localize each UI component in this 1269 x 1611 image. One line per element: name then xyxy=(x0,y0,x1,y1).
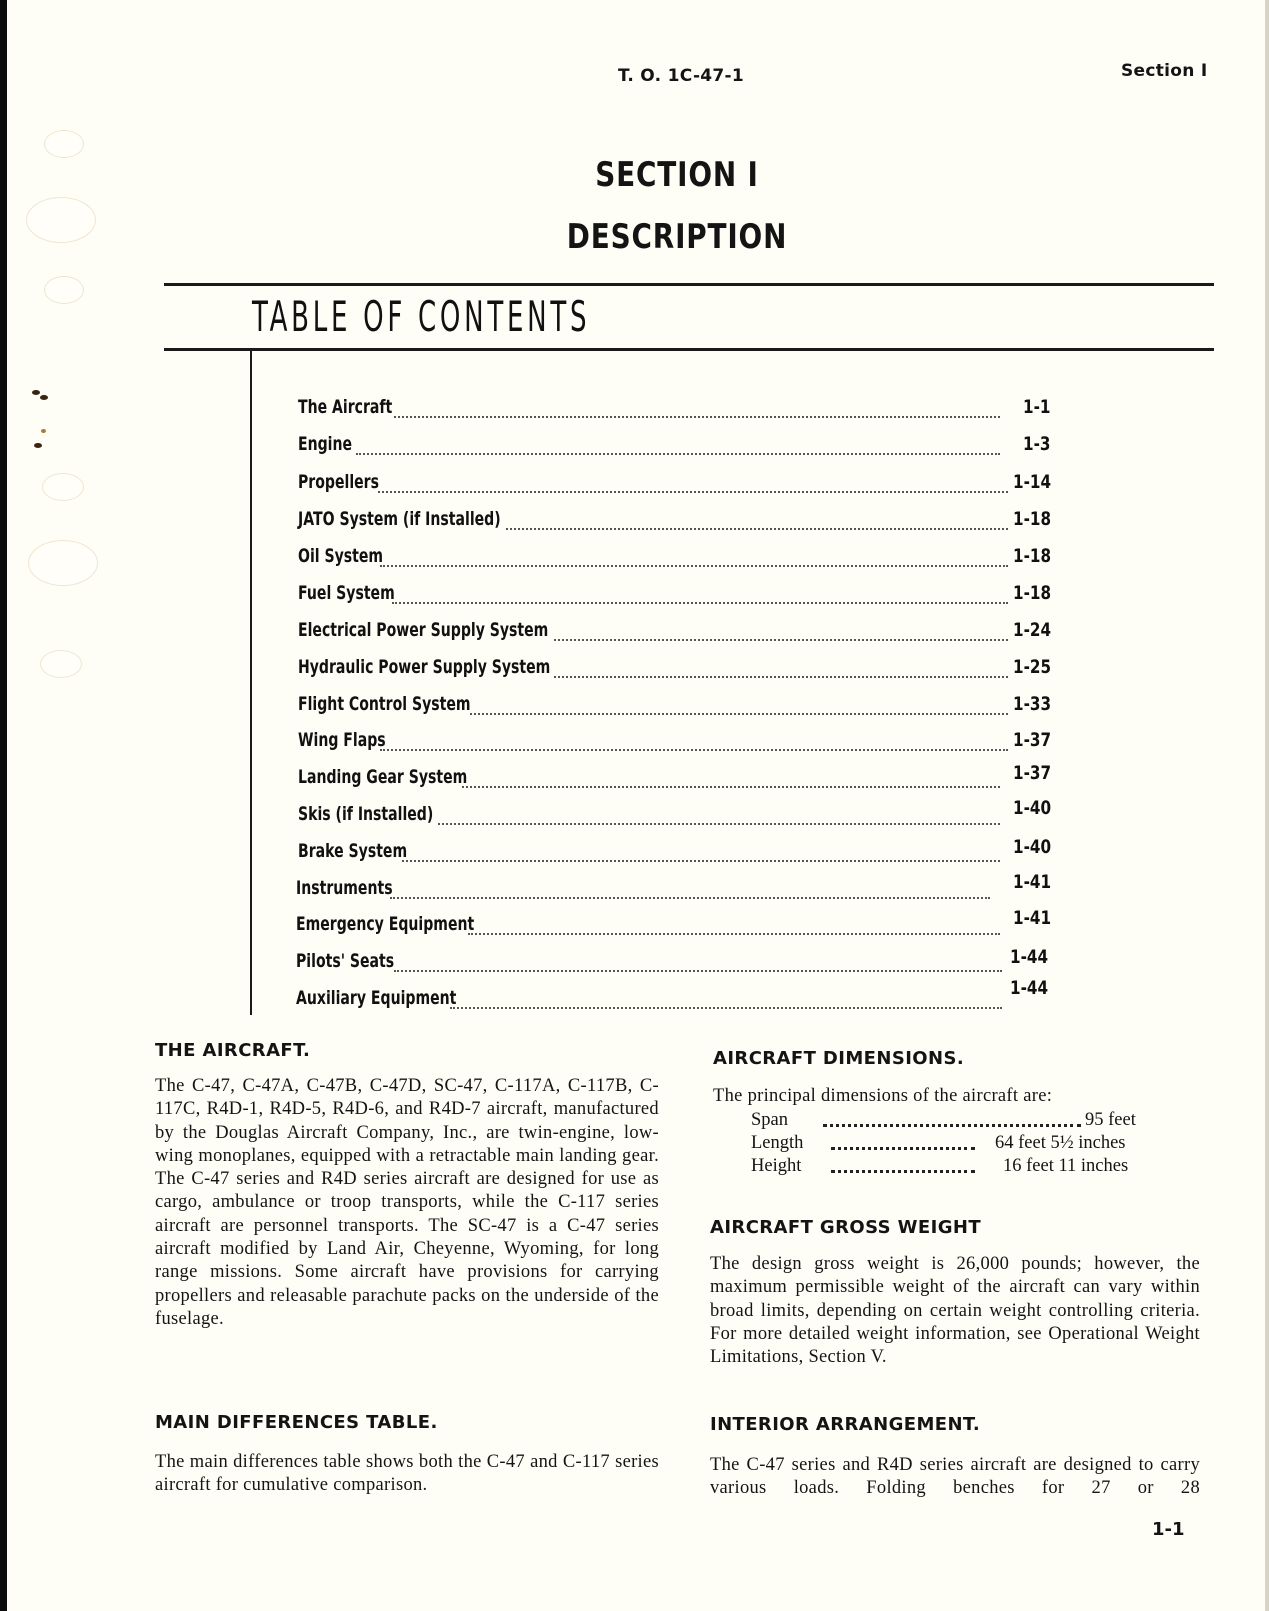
toc-vertical-rule xyxy=(250,350,252,1015)
toc-entry-page: 1-37 xyxy=(1013,762,1052,784)
toc-leader-dots xyxy=(394,970,1002,972)
section-the-aircraft xyxy=(155,1040,659,1331)
toc-leader-dots xyxy=(394,416,1000,418)
dimensions-intro: The principal dimensions of the aircraft are: xyxy=(713,1086,1053,1106)
dimension-label: Height xyxy=(751,1156,802,1177)
toc-entry-label: Hydraulic Power Supply System xyxy=(298,656,551,678)
toc-entry[interactable] xyxy=(296,977,1056,1015)
toc-leader-dots xyxy=(462,786,1000,788)
toc-entry-page: 1-33 xyxy=(1013,693,1052,715)
toc-entry[interactable] xyxy=(298,762,1058,794)
dimension-label: Span xyxy=(751,1110,788,1131)
toc-entry-label: Skis (if Installed) xyxy=(298,803,434,825)
punch-hole xyxy=(42,473,84,501)
dimension-row-length xyxy=(713,1133,1200,1156)
dimension-row-span xyxy=(713,1110,1200,1133)
dimension-label: Length xyxy=(751,1133,804,1154)
toc-entry[interactable] xyxy=(296,907,1056,941)
section-gross-weight xyxy=(710,1217,1200,1369)
toc-leader-dots xyxy=(392,602,1008,604)
toc-entry-page: 1-44 xyxy=(1010,977,1049,999)
toc-entry[interactable] xyxy=(296,871,1056,905)
toc-entry-label: Fuel System xyxy=(298,582,395,604)
toc-entry-label: Pilots' Seats xyxy=(296,950,395,972)
dimension-value: 16 feet 11 inches xyxy=(1003,1156,1129,1177)
toc-leader-dots xyxy=(506,528,1008,530)
ink-speck xyxy=(40,395,48,400)
scan-edge-left xyxy=(0,0,7,1611)
section-interior xyxy=(710,1414,1200,1501)
toc-entry-page: 1-37 xyxy=(1013,729,1052,751)
toc-entry-label: Flight Control System xyxy=(298,693,471,715)
toc-entry[interactable] xyxy=(298,396,1058,424)
section-dimensions xyxy=(713,1048,1200,1179)
toc-entry[interactable] xyxy=(298,729,1058,757)
toc-leader-dots xyxy=(470,713,1008,715)
ink-speck xyxy=(41,429,46,433)
toc-entry-label: Emergency Equipment xyxy=(296,913,475,935)
toc-leader-dots xyxy=(450,1007,1002,1009)
section-title: SECTION I xyxy=(595,155,759,195)
divider-top xyxy=(164,283,1214,286)
toc-entry[interactable] xyxy=(298,656,1058,684)
toc-entry[interactable] xyxy=(298,582,1058,610)
toc-entry-page: 1-1 xyxy=(1023,396,1051,418)
heading-interior: INTERIOR ARRANGEMENT. xyxy=(710,1414,981,1435)
toc-entry[interactable] xyxy=(298,508,1058,536)
toc-leader-dots xyxy=(468,933,1000,935)
toc-leader-dots xyxy=(554,676,1008,678)
body-the-aircraft: The C-47, C-47A, C-47B, C-47D, SC-47, C-117A, C-117B, C-117C, R4D-1, R4D-5, R4D-6, and R4D-7 aircraft, manufactured by the Douglas Aircraft Company, Inc., are twin-engine, low-wing monoplanes, equipped with a retractable main landing gear. The C-47 series and R4D series aircraft are designed for use as cargo, ambulance or troop transports, while the C-117 series aircraft are personnel transports. The SC-47 is a C-47 series aircraft modified by Land Air, Cheyenne, Wyoming, for long range missions. Some aircraft have provisions for carrying propellers and releasable parachute packs on the underside of the fuselage. xyxy=(155,1076,659,1329)
body-main-differences: The main differences table shows both the C-47 and C-117 series aircraft for cumulative comparison. xyxy=(155,1452,659,1496)
toc-entry[interactable] xyxy=(296,946,1056,978)
leader-dots xyxy=(831,1133,975,1150)
dimension-value: 95 feet xyxy=(1085,1110,1136,1131)
toc-leader-dots xyxy=(390,897,990,899)
heading-dimensions: AIRCRAFT DIMENSIONS. xyxy=(713,1048,965,1069)
toc-entry[interactable] xyxy=(298,836,1058,868)
toc-entry-label: Instruments xyxy=(296,877,393,899)
toc-leader-dots xyxy=(356,453,1000,455)
leader-dots xyxy=(823,1110,1081,1127)
toc-entry-page: 1-40 xyxy=(1013,797,1052,819)
dimension-value: 64 feet 5½ inches xyxy=(995,1133,1126,1154)
body-gross-weight: The design gross weight is 26,000 pounds; however, the maximum permissible weight of the aircraft can vary within broad limits, depending on certain weight controlling criteria. For more detailed weight information, see Operational Weight Limitations, Section V. xyxy=(710,1254,1200,1368)
body-interior: The C-47 series and R4D series aircraft are designed to carry various loads. Folding benches for 27 or 28 xyxy=(710,1455,1200,1499)
leader-dots xyxy=(831,1156,975,1173)
toc-entry-label: Electrical Power Supply System xyxy=(298,619,549,641)
toc-entry-label: Propellers xyxy=(298,471,379,493)
toc-entry-page: 1-41 xyxy=(1013,907,1052,929)
heading-gross-weight: AIRCRAFT GROSS WEIGHT xyxy=(710,1217,982,1238)
toc-entry[interactable] xyxy=(298,693,1058,721)
toc-entry-label: Auxiliary Equipment xyxy=(296,987,457,1009)
section-main-differences xyxy=(155,1412,659,1498)
punch-hole xyxy=(44,276,84,304)
ink-speck xyxy=(32,390,40,395)
toc-entry-page: 1-41 xyxy=(1013,871,1052,893)
toc-entry-page: 1-18 xyxy=(1013,582,1052,604)
punch-hole xyxy=(44,130,84,158)
toc-entry-label: Engine xyxy=(298,433,353,455)
toc-entry-page: 1-25 xyxy=(1013,656,1052,678)
punch-hole xyxy=(28,540,98,586)
toc-entry[interactable] xyxy=(298,471,1058,499)
ink-speck xyxy=(34,443,42,448)
toc-leader-dots xyxy=(554,639,1008,641)
document-number: T. O. 1C-47-1 xyxy=(618,66,745,86)
toc-entry-label: Brake System xyxy=(298,840,408,862)
toc-entry-label: Oil System xyxy=(298,545,384,567)
divider-bottom xyxy=(164,348,1214,351)
toc-entry-label: The Aircraft xyxy=(298,396,393,418)
toc-entry-label: JATO System (if Installed) xyxy=(298,508,501,530)
toc-entry-page: 1-18 xyxy=(1013,508,1052,530)
heading-the-aircraft: THE AIRCRAFT. xyxy=(155,1040,311,1061)
toc-leader-dots xyxy=(438,823,1000,825)
toc-leader-dots xyxy=(380,565,1008,567)
dimension-row-height xyxy=(713,1156,1200,1179)
toc-entry-page: 1-44 xyxy=(1010,946,1049,968)
scan-edge-right xyxy=(1265,0,1269,1611)
toc-entry-page: 1-40 xyxy=(1013,836,1052,858)
toc-entry-label: Wing Flaps xyxy=(298,729,386,751)
dimensions-list xyxy=(713,1110,1200,1179)
heading-main-differences: MAIN DIFFERENCES TABLE. xyxy=(155,1412,438,1433)
toc-entry-page: 1-3 xyxy=(1023,433,1051,455)
toc-entry-page: 1-24 xyxy=(1013,619,1052,641)
section-label: Section I xyxy=(1121,61,1208,81)
section-subtitle: DESCRIPTION xyxy=(566,217,788,257)
page-number: 1-1 xyxy=(1152,1519,1185,1540)
toc-entry[interactable] xyxy=(298,619,1058,647)
toc-entry-label: Landing Gear System xyxy=(298,766,468,788)
toc-entry[interactable] xyxy=(298,797,1058,831)
punch-hole xyxy=(26,197,96,243)
punch-hole xyxy=(40,650,82,678)
toc-title: TABLE OF CONTENTS xyxy=(252,292,591,341)
toc-leader-dots xyxy=(402,860,1000,862)
toc-entry[interactable] xyxy=(298,545,1058,573)
toc-entry-page: 1-18 xyxy=(1013,545,1052,567)
toc-leader-dots xyxy=(378,491,1008,493)
toc-entry-page: 1-14 xyxy=(1013,471,1052,493)
toc-leader-dots xyxy=(380,749,1008,751)
toc-entry[interactable] xyxy=(298,433,1058,461)
